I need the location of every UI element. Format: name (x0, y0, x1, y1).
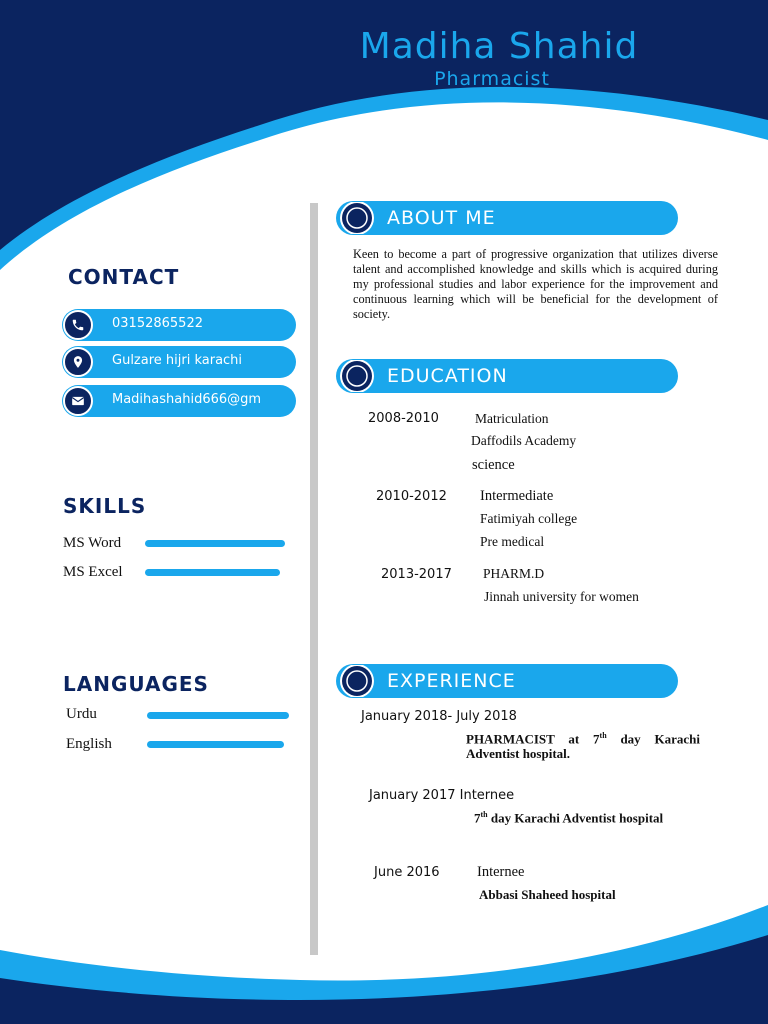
edu-degree: PHARM.D (483, 566, 545, 581)
language-bar-english (147, 741, 284, 748)
experience-bullet-icon (337, 665, 377, 697)
about-title: ABOUT ME (387, 207, 496, 229)
exp-line: PHARMACIST at 7th day Karachi (466, 731, 700, 747)
contact-email (62, 385, 296, 417)
language-english: English (66, 736, 112, 752)
language-urdu: Urdu (66, 706, 97, 722)
edu-degree: Intermediate (480, 488, 554, 504)
contact-phone (62, 309, 296, 341)
skill-bar-ms-word (145, 540, 285, 547)
education-bullet-icon (337, 360, 377, 392)
phone-text: 03152865522 (112, 316, 203, 331)
address-text: Gulzare hijri karachi (112, 353, 243, 368)
skill-ms-word: MS Word (63, 535, 122, 551)
languages-heading: LANGUAGES (63, 672, 209, 696)
language-bar-urdu (147, 712, 289, 719)
education-title: EDUCATION (387, 365, 508, 387)
skills-heading: SKILLS (63, 494, 147, 518)
edu-field: Pre medical (480, 534, 545, 549)
edu-field: science (472, 457, 515, 473)
about-bullet-icon (337, 202, 377, 234)
edu-years: 2008-2010 (368, 411, 439, 426)
edu-years: 2013-2017 (381, 567, 452, 582)
skill-bar-ms-excel (145, 569, 280, 576)
edu-school: Fatimiyah college (480, 511, 578, 526)
experience-title: EXPERIENCE (387, 670, 516, 692)
skill-ms-excel: MS Excel (63, 564, 123, 580)
location-icon (63, 347, 93, 377)
mail-icon (63, 386, 93, 416)
edu-years: 2010-2012 (376, 489, 447, 504)
edu-degree: Matriculation (475, 411, 549, 426)
exp-role: Internee (477, 864, 525, 880)
exp-date: June 2016 (374, 865, 440, 880)
exp-line: Abbasi Shaheed hospital (479, 887, 616, 902)
exp-date: January 2018- July 2018 (361, 709, 517, 724)
phone-icon (63, 310, 93, 340)
email-text: Madihashahid666@gm (112, 392, 262, 407)
experience-header (336, 664, 678, 698)
exp-line: Adventist hospital. (466, 746, 571, 761)
edu-school: Daffodils Academy (471, 433, 577, 448)
about-text: Keen to become a part of progressive organization that utilizes diverse talent and accomplished knowledge and skills which is acquired during my professional studies and labor experience for the improvement and continuous learning which will be beneficial for the development of society. (353, 247, 718, 321)
contact-address (62, 346, 296, 378)
contact-heading: CONTACT (68, 265, 180, 289)
about-header (336, 201, 678, 235)
column-divider (310, 203, 318, 955)
job-title: Pharmacist (434, 68, 550, 90)
exp-line: 7th day Karachi Adventist hospital (474, 810, 664, 826)
education-header (336, 359, 678, 393)
edu-school: Jinnah university for women (484, 589, 639, 604)
exp-date: January 2017 Internee (369, 788, 515, 803)
person-name: Madiha Shahid (359, 26, 639, 67)
